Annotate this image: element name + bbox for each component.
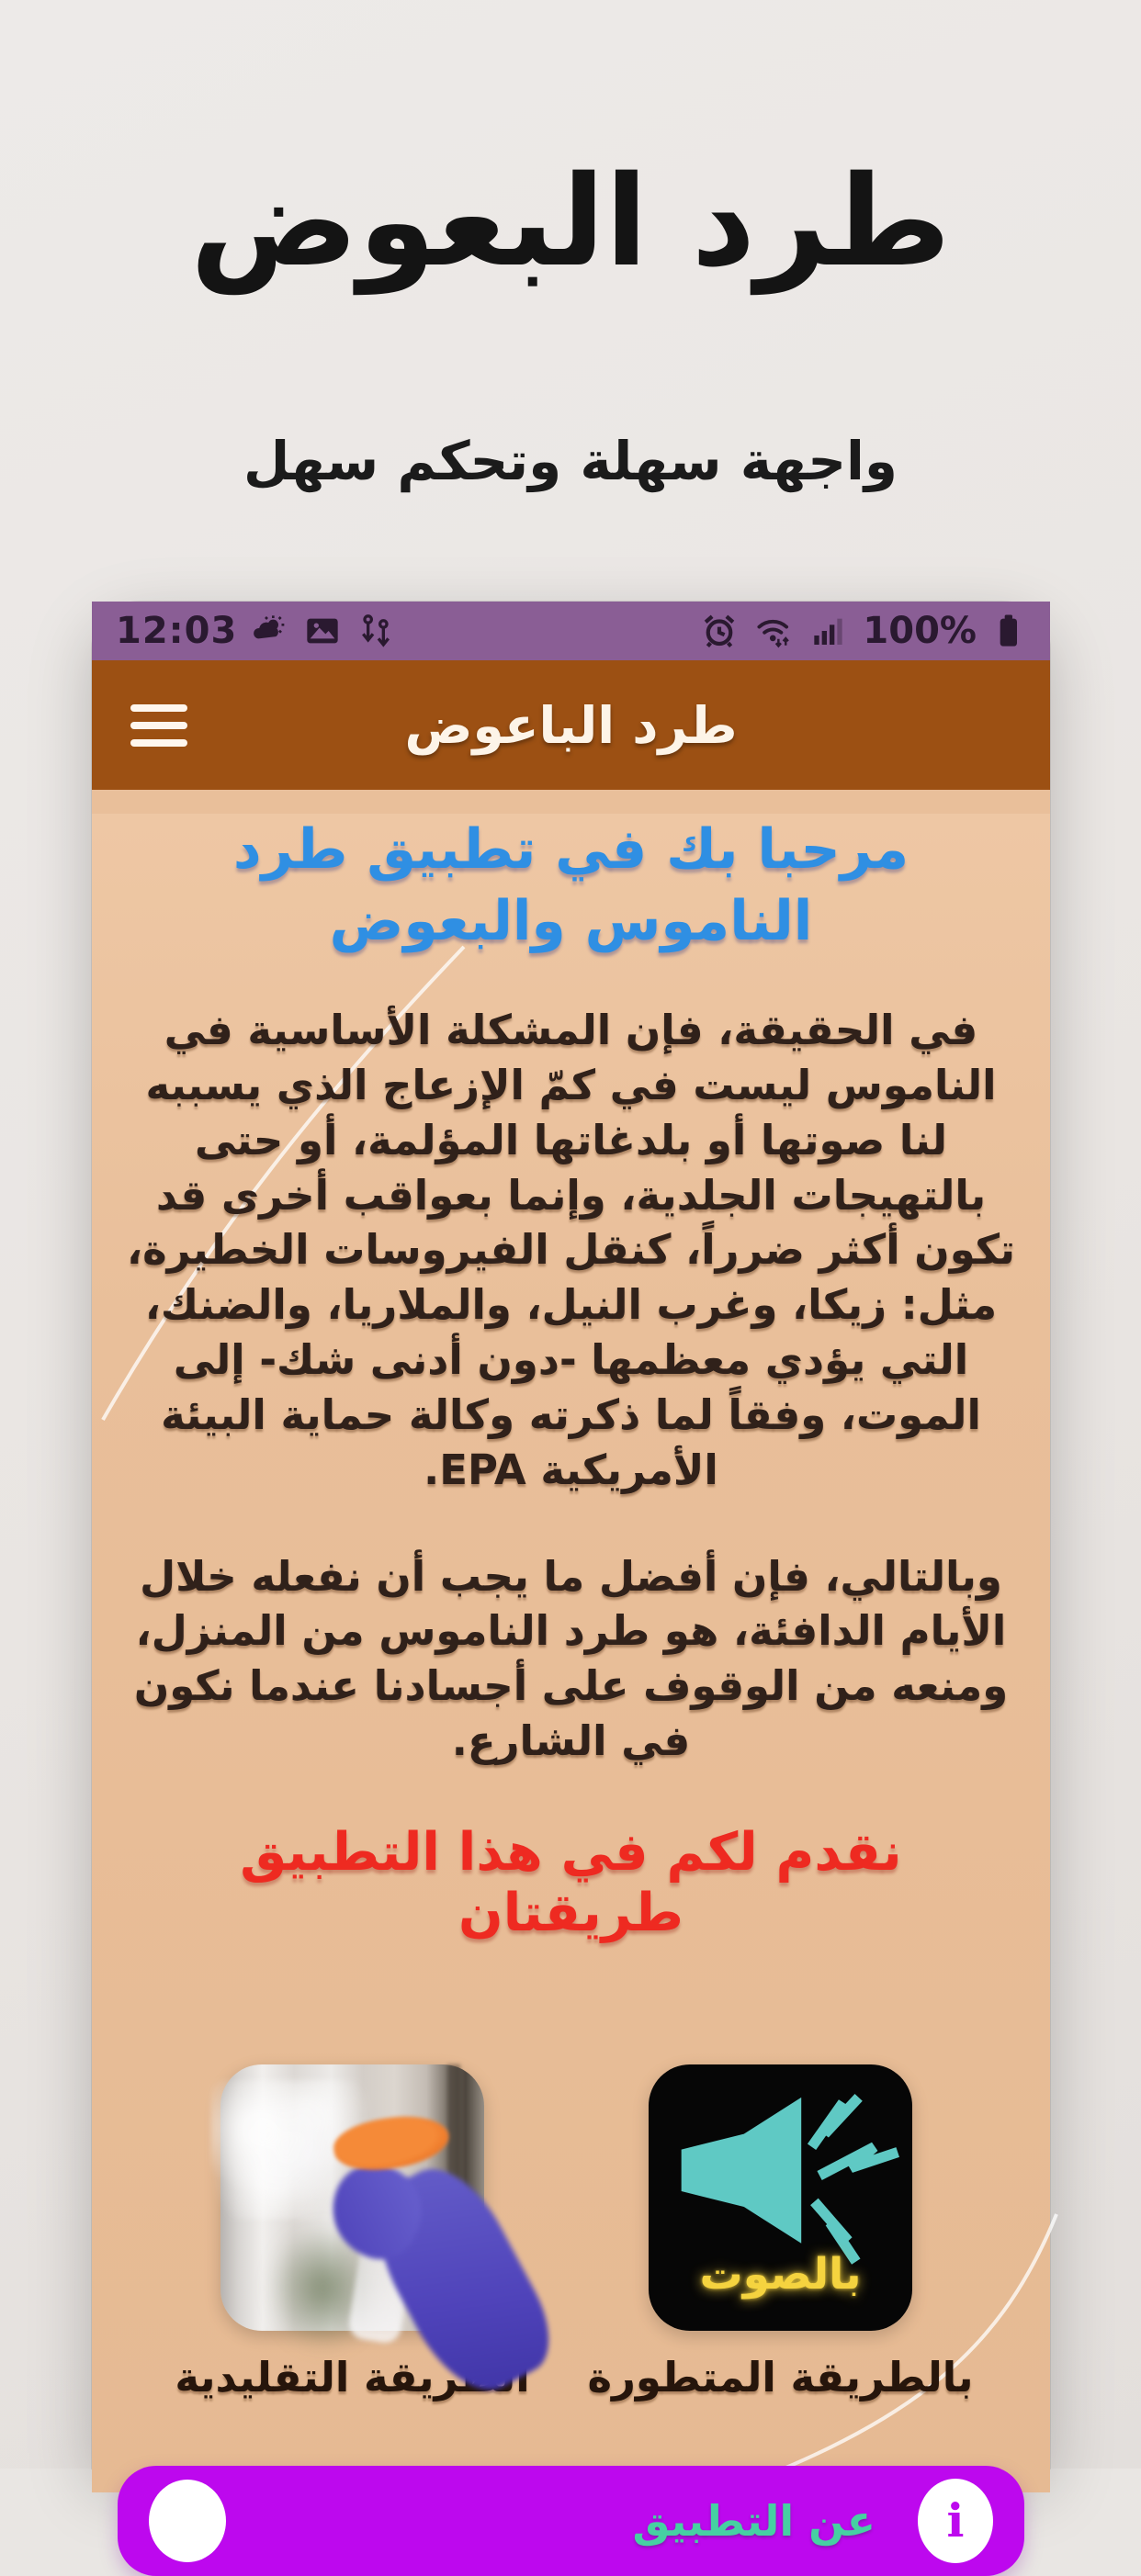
traditional-method-card[interactable] bbox=[220, 2064, 484, 2331]
app-content bbox=[92, 814, 1050, 2548]
method-advanced bbox=[587, 2064, 974, 2402]
status-time: 12:03 bbox=[116, 610, 238, 652]
battery-percent: 100% bbox=[863, 610, 977, 652]
weather-icon bbox=[250, 613, 290, 649]
sound-badge: بالصوت bbox=[699, 2248, 862, 2300]
phone-mockup bbox=[92, 602, 1050, 2548]
info-icon bbox=[918, 2479, 993, 2563]
intro-paragraph: في الحقيقة، فإن المشكلة الأساسية في الناموس ليست في كمّ الإزعاج الذي يسببه لنا صوتها أو بلدغاتها المؤلمة، أو حتى بالتهيجات الجلدية، وإنما بعواقب أخرى قد تكون أكثر ضرراً، كنقل الفيروسات الخطيرة، مثل: زيكا، وغرب النيل، والملاريا، والضنك، التي يؤدي معظمها -دون أدنى شك- إلى الموت، وفقاً لما ذكرته وكالة حماية البيئة الأمريكية EPA. bbox=[127, 1006, 1015, 1494]
about-button-label: عن التطبيق bbox=[632, 2495, 876, 2546]
status-bar-right bbox=[699, 610, 1026, 652]
about-button-right-group bbox=[633, 2479, 993, 2563]
app-bar bbox=[92, 660, 1050, 790]
advanced-method-label: بالطريقة المتطورة bbox=[587, 2352, 974, 2402]
gallery-icon bbox=[303, 613, 342, 649]
sound-method-card[interactable] bbox=[649, 2064, 912, 2331]
advice-paragraph: وبالتالي، فإن أفضل ما يجب أن نفعله خلال الأيام الدافئة، هو طرد الناموس من المنزل، ومنعه من الوقوف على أجسادنا عندما نكون في الشارع. bbox=[133, 1551, 1009, 1766]
speaker-sound-icon bbox=[649, 2079, 912, 2272]
battery-icon bbox=[989, 611, 1026, 651]
app-bar-title: طرد الباعوض bbox=[404, 695, 738, 755]
wifi-icon bbox=[752, 612, 796, 650]
page-subtitle: واجهة سهلة وتحكم سهل bbox=[243, 430, 898, 492]
status-bar-left bbox=[116, 610, 397, 652]
about-app-button[interactable] bbox=[118, 2466, 1024, 2576]
status-bar bbox=[92, 602, 1050, 660]
methods-row bbox=[92, 2064, 1050, 2402]
double-download-arrows-icon bbox=[355, 613, 397, 649]
page-title: طرد البعوض bbox=[189, 150, 952, 295]
traditional-method-label: الطريقة التقليدية bbox=[175, 2352, 530, 2402]
method-traditional bbox=[175, 2064, 530, 2402]
hamburger-menu-icon[interactable] bbox=[130, 704, 187, 747]
info-icon-glyph: i bbox=[946, 2493, 965, 2548]
welcome-heading: مرحبا بك في تطبيق طرد الناموس والبعوض bbox=[232, 817, 909, 953]
highlight-line: نقدم لكم في هذا التطبيق طريقتان bbox=[240, 1821, 902, 1943]
signal-bars-icon bbox=[809, 613, 850, 649]
button-white-dot bbox=[149, 2480, 226, 2562]
alarm-clock-icon bbox=[699, 612, 740, 650]
